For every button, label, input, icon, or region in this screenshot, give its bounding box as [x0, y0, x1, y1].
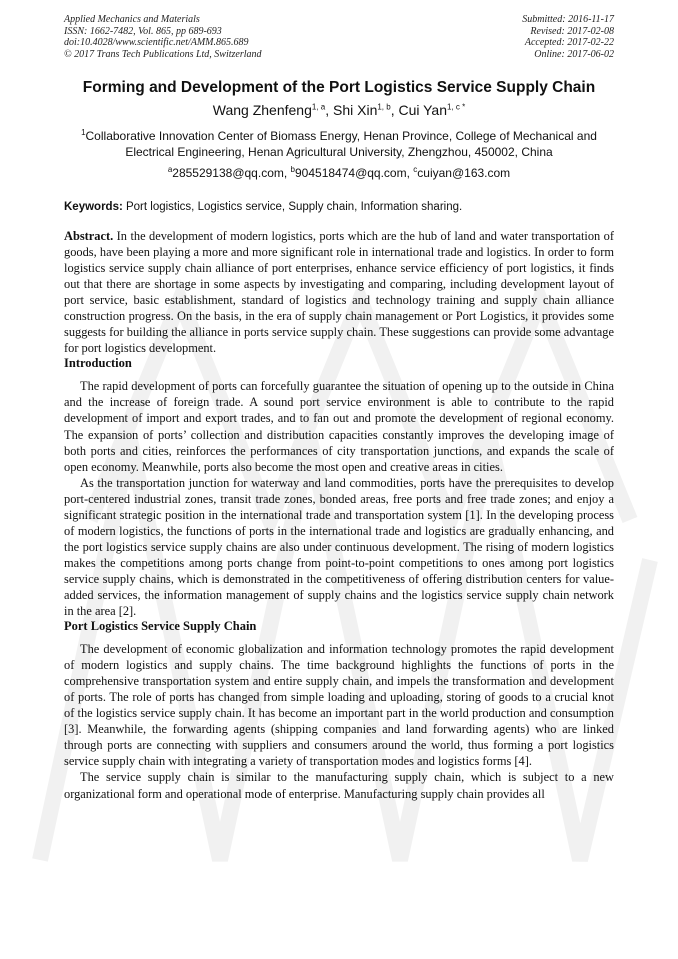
publication-header — [64, 14, 614, 60]
copyright-line: © 2017 Trans Tech Publications Ltd, Switzerland — [64, 48, 262, 60]
email[interactable]: $^b$904518474@qq.com — [290, 165, 407, 180]
keywords-text: Port logistics, Logistics service, Supply chain, Information sharing. — [122, 201, 463, 213]
paper-page — [64, 14, 614, 802]
email[interactable]: $^a$285529138@qq.com — [167, 165, 284, 180]
issn-line: ISSN: 1662-7482, Vol. 865, pp 689-693 — [64, 25, 222, 37]
author-list — [64, 102, 614, 118]
revised-date: Revised: 2017-02-08 — [530, 25, 614, 37]
doi-line[interactable]: doi:10.4028/www.scientific.net/AMM.865.689 — [64, 37, 249, 48]
email[interactable]: $^c$cuiyan@163.com — [413, 165, 511, 180]
keywords — [64, 201, 614, 213]
accepted-date: Accepted: 2017-02-22 — [524, 37, 614, 48]
journal-name: Applied Mechanics and Materials — [64, 14, 200, 25]
keywords-label: Keywords: — [64, 201, 123, 213]
affiliation-line-1: $^1$Collaborative Innovation Center of Biomass Energy, Henan Province, College of Mechanical and — [81, 128, 597, 143]
paragraph: As the transportation junction for waterway and land commodities, ports have the prerequisites to develop port-centered industrial zones, transit trade zones, bonded areas, free ports and free trade zones; and enjoy a significant strategic position in the international trade and transportation system [1]. In the developing process of modern logistics, the functions of ports in the international trade and logistics are gradually enhancing, and the port logistics service supply chains are also under continuous development. The rising of modern logistics makes the competitions among ports change from point-to-point competitions to ones among port logistics service supply chains, which is demonstrated in the competitiveness of offering distribution centers for value-added services, the information management of supply chains and the logistics service supply chain network in the area [2]. — [64, 475, 614, 619]
author: Shi Xin$^{1, b}$, — [333, 102, 399, 118]
section-heading-supply-chain: Port Logistics Service Supply Chain — [64, 619, 257, 634]
paragraph: The service supply chain is similar to the manufacturing supply chain, which is subject to a new organizational form and operational mode of enterprise. Manufacturing supply chain provides all — [64, 770, 614, 801]
author: Wang Zhenfeng$^{1, a}$, — [212, 102, 333, 118]
abstract-text: In the development of modern logistics, ports which are the hub of land and water transportation of goods, have been playing a more and more significant role in international trade and logistics. In order to form logistics service supply chain alliance of port enterprises, enhance service efficiency of port logistics, it finds out that there are shortage in some aspects by investigating and comparing, including development layout of port service, basic establishment, standard of logistics and technology training and supply chain alliance construction progress. On the basis, in the era of supply chain management or Port Logistics, it provides some suggests for building the alliance in ports service supply chain. These suggestions can provide some advantage for port logistics development. — [64, 229, 614, 356]
paragraph: The rapid development of ports can forcefully guarantee the situation of opening up to the outside in China and the increase of foreign trade. A sound port service environment is able to contribute to the rapid development of import and export trades, and to fan out and promote the development of regional economy. The expansion of ports’ collection and distribution capacities constantly improves the developing image of both ports and cities, reinforces the performances of city transportation junctions, and expands the scale of open economy. Meanwhile, ports also become the most open and creative areas in cities. — [64, 379, 614, 474]
author-emails: $^a$285529138@qq.com, $^b$904518474@qq.com, $^c$cuiyan@163.com — [167, 165, 511, 180]
abstract — [64, 228, 614, 356]
online-date: Online: 2017-06-02 — [534, 48, 614, 60]
section-heading-introduction: Introduction — [64, 356, 132, 371]
abstract-label: Abstract. — [64, 229, 114, 243]
paragraph: The development of economic globalization and information technology promotes the rapid development of modern logistics and supply chains. The time background highlights the functions of ports in the comprehensive transportation system and entire supply chain, and impels the transformation and development of ports. The role of ports has changed from simple loading and uploading, storing of goods to a crucial knot of the logistics service supply chain. It has become an important part in the world production and consumption [3]. Meanwhile, the forwarding agents (shipping companies and land forwarding agents) who are linked through ports are connecting with suppliers and consumers around the world, thus forming a port logistics service supply chain with integrating a variety of transportation modes and logistics forms [4]. — [64, 642, 614, 769]
author: Cui Yan$^{1, c *}$ — [398, 102, 466, 118]
affiliation — [64, 125, 614, 160]
submitted-date: Submitted: 2016-11-17 — [522, 14, 614, 25]
publication-info — [64, 14, 262, 60]
paper-title: Forming and Development of the Port Logistics Service Supply Chain — [82, 79, 596, 96]
publication-dates — [522, 14, 614, 60]
affiliation-line-2: Electrical Engineering, Henan Agricultural University, Zhengzhou, 450002, China — [125, 145, 553, 159]
